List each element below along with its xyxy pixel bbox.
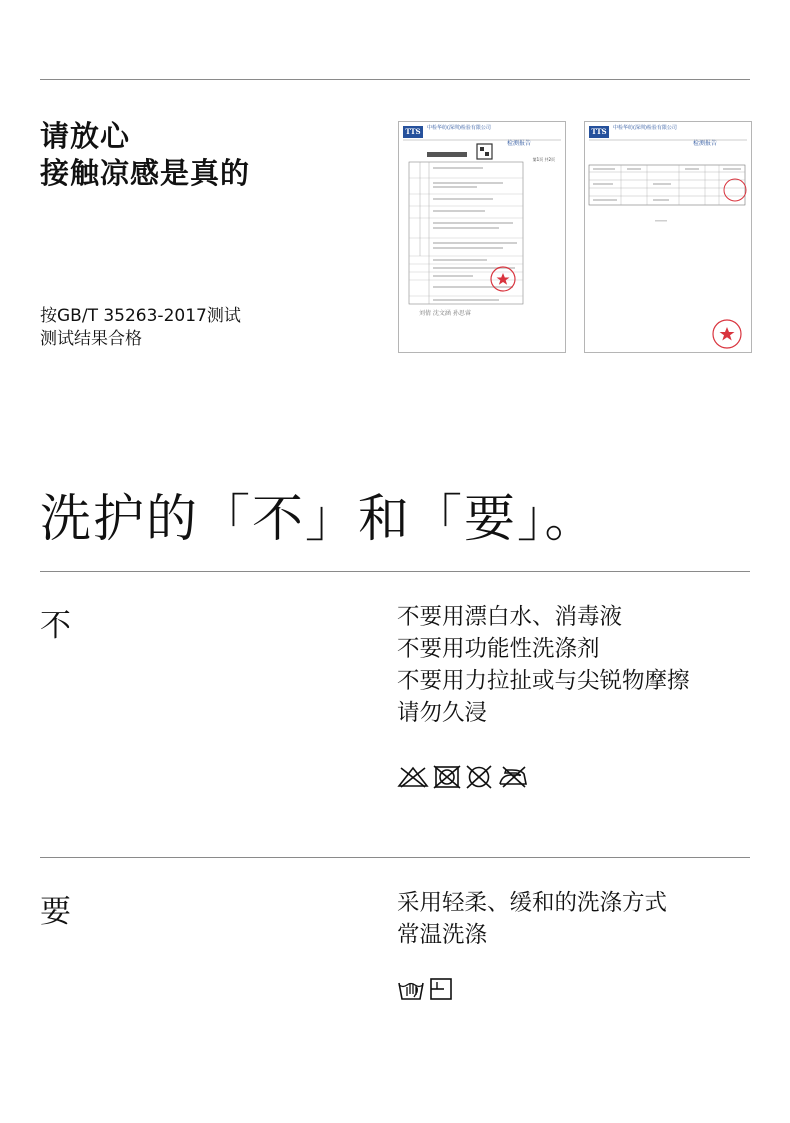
list-item: 请勿久浸: [397, 700, 488, 726]
dry-flat-icon: [429, 977, 453, 1001]
list-item: 常温洗涤: [397, 922, 488, 948]
no-tumble-dry-icon: [433, 765, 461, 789]
test-report-page-2: [584, 121, 752, 353]
headline: [40, 118, 250, 192]
no-dry-clean-icon: [465, 765, 493, 789]
no-bleach-icon: [397, 765, 429, 789]
divider-dont: [40, 571, 750, 572]
test-result: 测试结果合格: [40, 329, 142, 349]
list-item: 不要用功能性洗涤剂: [397, 636, 600, 662]
report-form-graphic: [399, 122, 565, 352]
care-heading: 洗护的「不」和「要」。: [40, 490, 598, 549]
test-report-page-1: [398, 121, 566, 353]
dont-care-icons: [397, 765, 529, 789]
no-iron-icon: [497, 765, 529, 789]
do-care-icons: [397, 977, 453, 1001]
dont-list: [397, 601, 690, 729]
list-item: 不要用漂白水、消毒液: [397, 604, 623, 630]
report-logo: TTS: [403, 126, 423, 138]
do-label: 要: [40, 894, 71, 930]
test-standard: 按GB/T 35263-2017测试: [40, 306, 241, 326]
report-logo: TTS: [589, 126, 609, 138]
report-signatures: 刘倩 沈文涵 孙思睿: [419, 310, 471, 317]
test-note: [40, 305, 241, 351]
report-title: 检测报告: [693, 140, 718, 147]
headline-line-2: 接触凉感是真的: [40, 156, 251, 190]
report-table-graphic: [585, 122, 751, 352]
headline-line-1: 请放心: [40, 119, 131, 153]
report-page-number: 第1页 共2页: [532, 157, 555, 162]
divider-do: [40, 857, 750, 858]
report-title: 检测报告: [507, 140, 532, 147]
dont-label: 不: [40, 608, 71, 644]
do-list: [397, 887, 667, 951]
list-item: 不要用力拉扯或与尖锐物摩擦: [397, 668, 690, 694]
top-divider: [40, 79, 750, 80]
hand-wash-icon: [397, 977, 425, 1001]
report-org: 中检华纺(深圳)检验有限公司: [427, 125, 491, 131]
list-item: 采用轻柔、缓和的洗涤方式: [397, 890, 668, 916]
report-org: 中检华纺(深圳)检验有限公司: [613, 125, 677, 131]
